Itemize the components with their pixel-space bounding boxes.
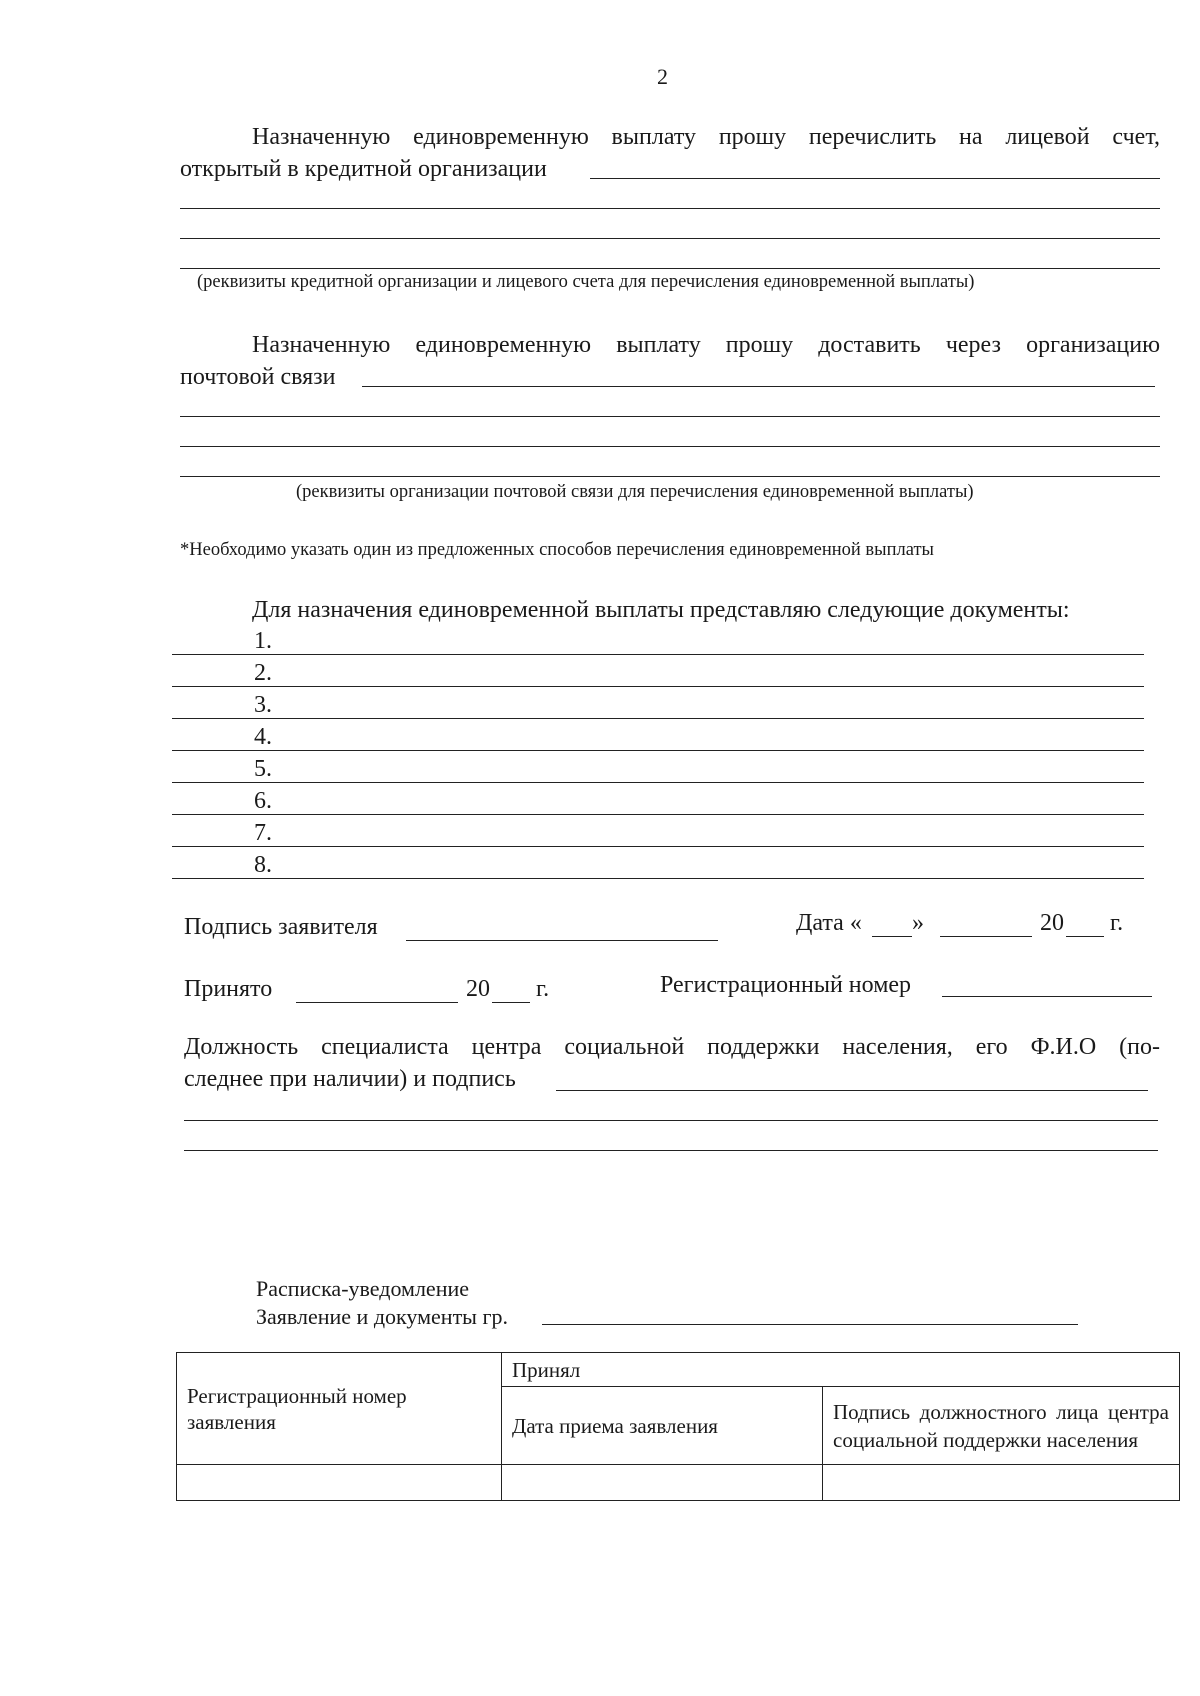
registration-number-label: Регистрационный номер: [660, 972, 912, 998]
accepted-year-field[interactable]: [492, 1002, 530, 1003]
document-item-line[interactable]: [172, 782, 1144, 783]
post-field-line[interactable]: [180, 476, 1160, 477]
receipt-line-label: Заявление и документы гр.: [256, 1304, 508, 1329]
post-field-line[interactable]: [180, 446, 1160, 447]
document-item-number: 5.: [254, 756, 272, 782]
specialist-line1: Должность специалиста центра социальной поддержки населения, его Ф.И.О (по-: [184, 1034, 1160, 1060]
bank-field-line[interactable]: [590, 178, 1160, 179]
document-item-line[interactable]: [172, 846, 1144, 847]
receipt-accepted-header: Принял: [502, 1353, 1180, 1387]
document-item-number: 8.: [254, 852, 272, 878]
post-field-line[interactable]: [180, 416, 1160, 417]
document-item-number: 6.: [254, 788, 272, 814]
document-item-line[interactable]: [172, 654, 1144, 655]
receipt-date-cell[interactable]: [502, 1465, 823, 1501]
date-year-prefix: 20: [1040, 910, 1064, 936]
receipt-signature-cell[interactable]: [823, 1465, 1180, 1501]
page-number: 2: [657, 64, 668, 89]
specialist-field-line[interactable]: [556, 1090, 1148, 1091]
bank-field-line[interactable]: [180, 208, 1160, 209]
document-item-number: 7.: [254, 820, 272, 846]
signature-field-line[interactable]: [406, 940, 718, 941]
document-item-line[interactable]: [172, 750, 1144, 751]
accepted-year-prefix: 20: [466, 976, 490, 1002]
post-caption: (реквизиты организации почтовой связи для перечисления единовременной выплаты): [296, 482, 974, 502]
date-month-field[interactable]: [940, 936, 1032, 937]
bank-field-line[interactable]: [180, 268, 1160, 269]
documents-intro: Для назначения единовременной выплаты представляю следующие документы:: [252, 597, 1070, 623]
date-prefix: Дата «: [796, 910, 862, 936]
bank-paragraph-line1: Назначенную единовременную выплату прошу перечислить на лицевой счет,: [252, 124, 1160, 150]
document-item-line[interactable]: [172, 718, 1144, 719]
specialist-field-line[interactable]: [184, 1120, 1158, 1121]
date-day-field[interactable]: [872, 936, 912, 937]
bank-paragraph-line2: открытый в кредитной организации: [180, 156, 547, 182]
date-year-suffix: г.: [1110, 910, 1124, 936]
receipt-date-header: Дата приема заявления: [502, 1387, 823, 1465]
signature-label: Подпись заявителя: [184, 914, 378, 940]
receipt-name-field[interactable]: [542, 1324, 1078, 1325]
receipt-title: Расписка-уведомление: [256, 1276, 470, 1301]
document-item-number: 3.: [254, 692, 272, 718]
document-item-number: 2.: [254, 660, 272, 686]
accepted-year-suffix: г.: [536, 976, 550, 1002]
document-item-number: 1.: [254, 628, 272, 654]
date-close-quote: »: [912, 910, 924, 936]
document-item-number: 4.: [254, 724, 272, 750]
accepted-label: Принято: [184, 976, 273, 1002]
receipt-reg-number-cell[interactable]: [177, 1465, 502, 1501]
specialist-line2: следнее при наличии) и подпись: [184, 1066, 516, 1092]
receipt-signature-header: Подпись должностного лица центра социальной поддержки населения: [823, 1387, 1180, 1465]
document-item-line[interactable]: [172, 686, 1144, 687]
post-paragraph-line1: Назначенную единовременную выплату прошу доставить через организацию: [252, 332, 1160, 358]
receipt-table: [176, 1352, 1180, 1501]
document-item-line[interactable]: [172, 814, 1144, 815]
registration-number-field[interactable]: [942, 996, 1152, 997]
specialist-field-line[interactable]: [184, 1150, 1158, 1151]
post-paragraph-line2: почтовой связи: [180, 364, 336, 390]
payment-method-note: *Необходимо указать один из предложенных способов перечисления единовременной выплаты: [180, 540, 934, 560]
bank-field-line[interactable]: [180, 238, 1160, 239]
date-year-field[interactable]: [1066, 936, 1104, 937]
post-field-line[interactable]: [362, 386, 1155, 387]
receipt-reg-number-header: Регистрационный номер заявления: [177, 1353, 502, 1465]
accepted-date-field[interactable]: [296, 1002, 458, 1003]
bank-caption: (реквизиты кредитной организации и лицевого счета для перечисления единовременной выплаты): [197, 272, 975, 292]
document-item-line[interactable]: [172, 878, 1144, 879]
